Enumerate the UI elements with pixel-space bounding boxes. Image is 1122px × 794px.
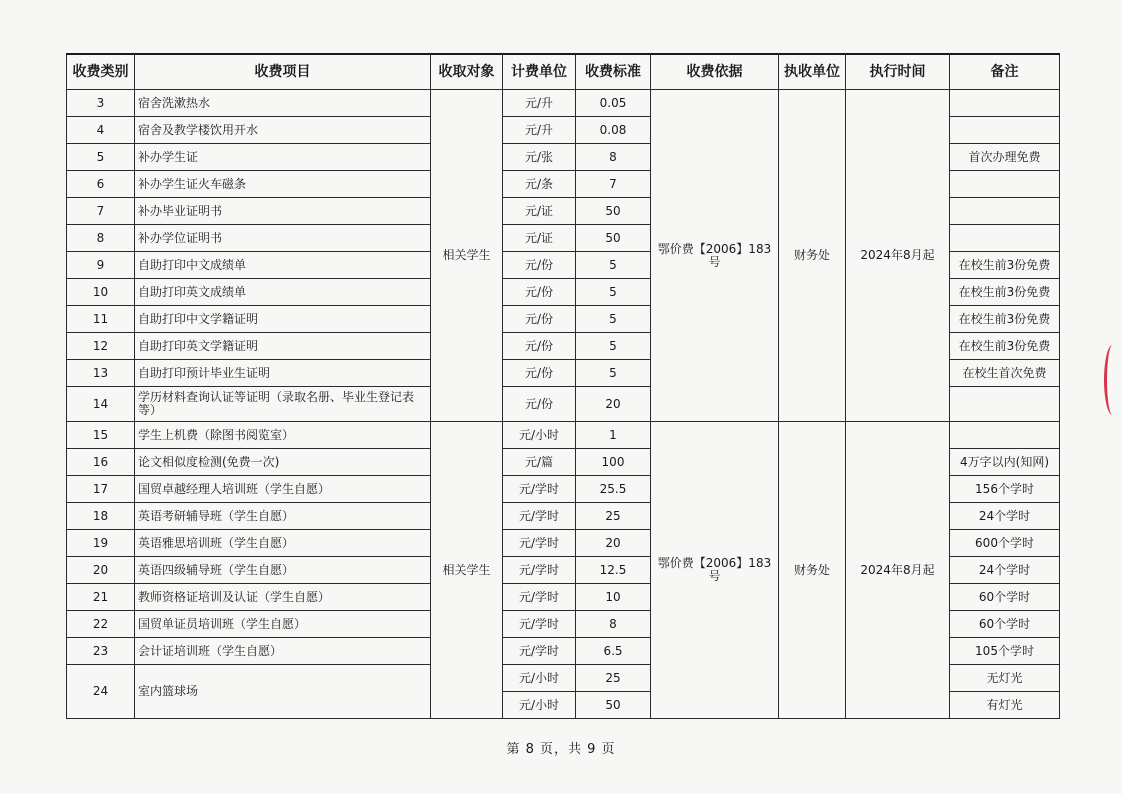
row-price: 8 [576,611,651,638]
row-price: 5 [576,306,651,333]
row-item: 室内篮球场 [135,665,431,719]
row-unit: 元/升 [503,117,576,144]
row-price: 12.5 [576,557,651,584]
row-unit: 元/份 [503,252,576,279]
row-item: 学历材料查询认证等证明（录取名册、毕业生登记表等） [135,387,431,422]
row-note: 60个学时 [950,584,1060,611]
row-no: 24 [67,665,135,719]
row-unit: 元/小时 [503,422,576,449]
row-price: 20 [576,387,651,422]
row-item: 英语雅思培训班（学生自愿） [135,530,431,557]
row-price: 25.5 [576,476,651,503]
row-no: 12 [67,333,135,360]
row-note: 60个学时 [950,611,1060,638]
header-unit: 计费单位 [503,54,576,90]
row-unit: 元/份 [503,387,576,422]
header-target: 收取对象 [431,54,503,90]
row-unit: 元/份 [503,360,576,387]
row-price: 8 [576,144,651,171]
row-item: 论文相似度检测(免费一次) [135,449,431,476]
row-note [950,117,1060,144]
row-item: 宿舍洗漱热水 [135,90,431,117]
row-no: 15 [67,422,135,449]
row-unit: 元/篇 [503,449,576,476]
header-basis: 收费依据 [651,54,779,90]
row-price: 5 [576,333,651,360]
row-note [950,198,1060,225]
row-note [950,225,1060,252]
row-no: 9 [67,252,135,279]
row-note: 156个学时 [950,476,1060,503]
header-collector: 执收单位 [779,54,846,90]
row-note [950,387,1060,422]
row-price: 5 [576,252,651,279]
row-price: 6.5 [576,638,651,665]
row-unit: 元/学时 [503,530,576,557]
table-row [67,90,1060,117]
row-note: 4万字以内(知网) [950,449,1060,476]
row-note: 24个学时 [950,557,1060,584]
row-unit: 元/学时 [503,476,576,503]
row-no: 8 [67,225,135,252]
fee-table [66,53,1060,719]
row-unit: 元/条 [503,171,576,198]
table-row [67,422,1060,449]
row-price: 0.05 [576,90,651,117]
row-item: 自助打印中文成绩单 [135,252,431,279]
row-item: 学生上机费（除图书阅览室） [135,422,431,449]
row-unit: 元/学时 [503,503,576,530]
row-item: 会计证培训班（学生自愿） [135,638,431,665]
row-unit: 元/份 [503,306,576,333]
row-unit: 元/证 [503,225,576,252]
row-unit: 元/份 [503,333,576,360]
row-no: 21 [67,584,135,611]
row-note: 无灯光 [950,665,1060,692]
row-note [950,171,1060,198]
row-unit: 元/小时 [503,665,576,692]
row-price: 25 [576,503,651,530]
group-time: 2024年8月起 [846,422,950,719]
group-target: 相关学生 [431,90,503,422]
row-price: 1 [576,422,651,449]
row-note [950,422,1060,449]
row-unit: 元/学时 [503,584,576,611]
row-note: 在校生首次免费 [950,360,1060,387]
row-no: 3 [67,90,135,117]
row-item: 补办学生证火车磁条 [135,171,431,198]
row-price: 10 [576,584,651,611]
row-no: 13 [67,360,135,387]
header-row [67,54,1060,90]
header-item: 收费项目 [135,54,431,90]
seal-edge-mark [1104,345,1121,415]
row-unit: 元/小时 [503,692,576,719]
row-note: 首次办理免费 [950,144,1060,171]
group-basis: 鄂价费【2006】183号 [651,90,779,422]
row-no: 18 [67,503,135,530]
row-no: 4 [67,117,135,144]
row-item: 自助打印英文学籍证明 [135,333,431,360]
row-note: 24个学时 [950,503,1060,530]
row-item: 自助打印中文学籍证明 [135,306,431,333]
row-no: 7 [67,198,135,225]
row-note: 在校生前3份免费 [950,306,1060,333]
row-item: 补办学位证明书 [135,225,431,252]
row-note: 105个学时 [950,638,1060,665]
row-price: 20 [576,530,651,557]
row-note: 600个学时 [950,530,1060,557]
header-price: 收费标准 [576,54,651,90]
row-unit: 元/份 [503,279,576,306]
row-no: 10 [67,279,135,306]
row-item: 英语考研辅导班（学生自愿） [135,503,431,530]
row-price: 100 [576,449,651,476]
group-collector: 财务处 [779,90,846,422]
row-price: 50 [576,198,651,225]
row-no: 20 [67,557,135,584]
row-unit: 元/学时 [503,611,576,638]
group-time: 2024年8月起 [846,90,950,422]
row-item: 补办毕业证明书 [135,198,431,225]
row-item: 补办学生证 [135,144,431,171]
row-no: 17 [67,476,135,503]
row-unit: 元/证 [503,198,576,225]
row-item: 自助打印英文成绩单 [135,279,431,306]
row-no: 22 [67,611,135,638]
header-note: 备注 [950,54,1060,90]
row-price: 50 [576,225,651,252]
row-note: 在校生前3份免费 [950,279,1060,306]
row-price: 50 [576,692,651,719]
group-basis: 鄂价费【2006】183号 [651,422,779,719]
row-unit: 元/升 [503,90,576,117]
row-price: 25 [576,665,651,692]
row-no: 16 [67,449,135,476]
row-item: 教师资格证培训及认证（学生自愿） [135,584,431,611]
group-collector: 财务处 [779,422,846,719]
page-number: 第 8 页，共 9 页 [506,742,616,757]
row-unit: 元/学时 [503,638,576,665]
group-target: 相关学生 [431,422,503,719]
row-item: 国贸卓越经理人培训班（学生自愿） [135,476,431,503]
row-note: 在校生前3份免费 [950,252,1060,279]
row-no: 23 [67,638,135,665]
row-item: 自助打印预计毕业生证明 [135,360,431,387]
row-no: 6 [67,171,135,198]
row-no: 19 [67,530,135,557]
row-price: 5 [576,360,651,387]
row-no: 14 [67,387,135,422]
row-no: 11 [67,306,135,333]
row-item: 宿舍及教学楼饮用开水 [135,117,431,144]
row-price: 5 [576,279,651,306]
row-note [950,90,1060,117]
row-unit: 元/学时 [503,557,576,584]
row-item: 国贸单证员培训班（学生自愿） [135,611,431,638]
row-note: 在校生前3份免费 [950,333,1060,360]
row-no: 5 [67,144,135,171]
header-time: 执行时间 [846,54,950,90]
row-note: 有灯光 [950,692,1060,719]
row-item: 英语四级辅导班（学生自愿） [135,557,431,584]
row-unit: 元/张 [503,144,576,171]
row-price: 0.08 [576,117,651,144]
header-category: 收费类别 [67,54,135,90]
row-price: 7 [576,171,651,198]
